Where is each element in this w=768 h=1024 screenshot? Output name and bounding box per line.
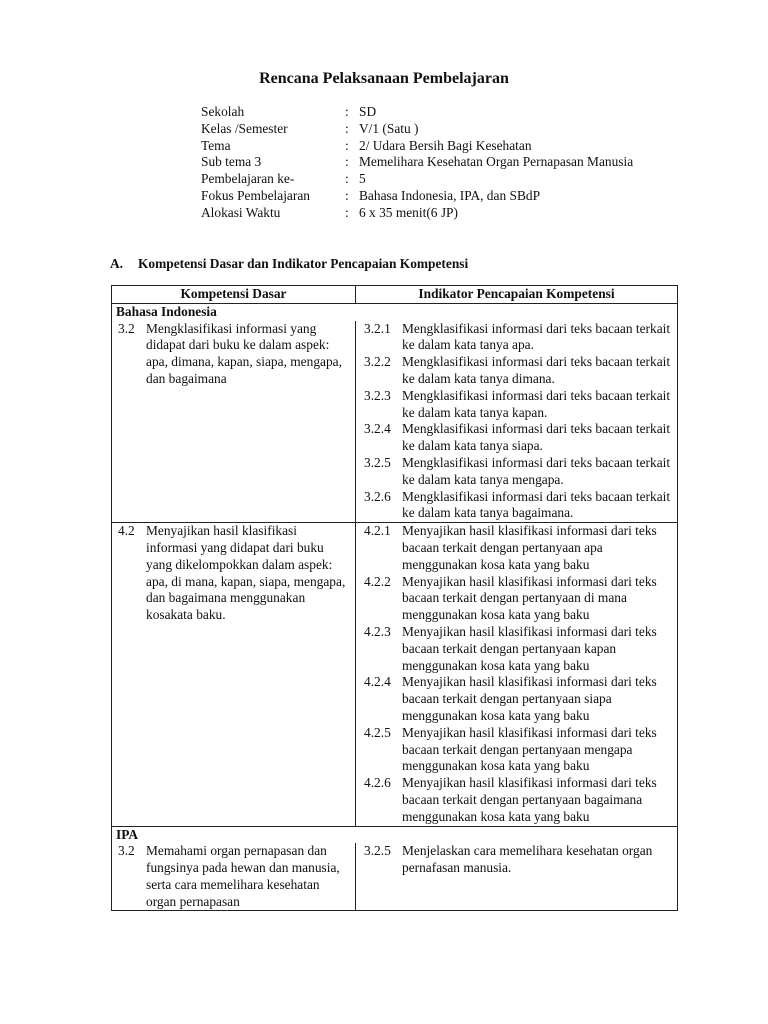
info-row-pembelajaran bbox=[201, 171, 633, 188]
indicator-text: Mengklasifikasi informasi dari teks bacaan terkait ke dalam kata tanya apa. bbox=[402, 320, 671, 353]
info-colon: : bbox=[345, 171, 349, 187]
info-row-tema bbox=[201, 138, 633, 155]
indicator-text: Mengklasifikasi informasi dari teks bacaan terkait ke dalam kata tanya siapa. bbox=[402, 421, 671, 454]
indicator-number: 3.2.5 bbox=[364, 843, 391, 859]
info-colon: : bbox=[345, 137, 349, 153]
section-a-heading bbox=[110, 256, 468, 273]
section-letter: A. bbox=[110, 256, 124, 271]
info-colon: : bbox=[345, 120, 349, 136]
info-value: Bahasa Indonesia, IPA, dan SBdP bbox=[359, 187, 541, 203]
kd-text: Memahami organ pernapasan dan fungsinya pada hewan dan manusia, serta cara memelihara kesehatan organ pernapasan bbox=[146, 843, 340, 909]
kd-number: 3.2 bbox=[118, 320, 135, 336]
indicator-text: Mengklasifikasi informasi dari teks bacaan terkait ke dalam kata tanya bagaimana. bbox=[402, 488, 671, 521]
indicator-item bbox=[356, 321, 677, 355]
indicator-number: 3.2.2 bbox=[364, 354, 391, 370]
indicator-item bbox=[356, 624, 677, 674]
indicator-number: 4.2.2 bbox=[364, 573, 391, 589]
info-row-alokasi bbox=[201, 205, 633, 222]
info-row-kelas bbox=[201, 121, 633, 138]
indicator-text: Menyajikan hasil klasifikasi informasi dari teks bacaan terkait dengan pertanyaan mengapa menggunakan kosa kata yang baku bbox=[402, 724, 657, 774]
indicator-number: 3.2.3 bbox=[364, 387, 391, 403]
indicator-text: Menyajikan hasil klasifikasi informasi dari teks bacaan terkait dengan pertanyaan di mana menggunakan kosa kata yang baku bbox=[402, 573, 657, 623]
kd-text: Menyajikan hasil klasifikasi informasi yang didapat dari buku yang dikelompokkan dalam aspek: apa, di mana, kapan, siapa, mengapa, dan bagaimana menggunakan kosakata baku. bbox=[146, 523, 346, 623]
competency-table bbox=[111, 285, 678, 911]
indicator-number: 4.2.5 bbox=[364, 724, 391, 740]
indicator-number: 3.2.5 bbox=[364, 454, 391, 470]
indicator-text: Menyajikan hasil klasifikasi informasi dari teks bacaan terkait dengan pertanyaan apa menggunakan kosa kata yang baku bbox=[402, 523, 657, 572]
indicator-item bbox=[356, 674, 677, 724]
table-header-row bbox=[112, 286, 678, 304]
kd-item bbox=[112, 523, 355, 624]
subject-label: IPA bbox=[112, 826, 678, 843]
table-row bbox=[112, 523, 678, 826]
indicator-number: 4.2.1 bbox=[364, 523, 391, 539]
kd-text: Mengklasifikasi informasi yang didapat dari buku ke dalam aspek: apa, dimana, kapan, siapa, mengapa, dan bagaimana bbox=[146, 320, 342, 386]
indicator-text: Menyajikan hasil klasifikasi informasi dari teks bacaan terkait dengan pertanyaan siapa menggunakan kosa kata yang baku bbox=[402, 674, 657, 723]
info-label: Sekolah bbox=[201, 104, 245, 119]
kd-cell bbox=[112, 523, 356, 826]
indicator-item bbox=[356, 421, 677, 455]
indicator-item bbox=[356, 843, 677, 877]
indicator-item bbox=[356, 523, 677, 573]
lesson-info-table bbox=[201, 104, 633, 222]
info-value: 2/ Udara Bersih Bagi Kesehatan bbox=[359, 137, 532, 153]
indicator-text: Menyajikan hasil klasifikasi informasi dari teks bacaan terkait dengan pertanyaan kapan menggunakan kosa kata yang baku bbox=[402, 623, 657, 673]
info-row-subtema bbox=[201, 154, 633, 171]
info-label: Fokus Pembelajaran bbox=[201, 187, 310, 203]
info-label: Tema bbox=[201, 137, 231, 153]
indicator-text: Mengklasifikasi informasi dari teks bacaan terkait ke dalam kata tanya kapan. bbox=[402, 387, 671, 420]
info-label: Kelas /Semester bbox=[201, 120, 288, 136]
indicator-number: 4.2.4 bbox=[364, 674, 391, 690]
section-title: Kompetensi Dasar dan Indikator Pencapaian Kompetensi bbox=[138, 256, 469, 271]
indicator-number: 4.2.6 bbox=[364, 775, 391, 791]
indicator-number: 3.2.4 bbox=[364, 421, 391, 437]
indicator-number: 3.2.1 bbox=[364, 320, 391, 336]
info-colon: : bbox=[345, 187, 349, 203]
table-row bbox=[112, 843, 678, 911]
indicator-text: Mengklasifikasi informasi dari teks bacaan terkait ke dalam kata tanya mengapa. bbox=[402, 454, 671, 487]
indicator-text: Mengklasifikasi informasi dari teks bacaan terkait ke dalam kata tanya dimana. bbox=[402, 354, 671, 386]
table-row bbox=[112, 321, 678, 523]
kd-item bbox=[112, 843, 355, 910]
info-colon: : bbox=[345, 104, 349, 119]
info-value: Memelihara Kesehatan Organ Pernapasan Manusia bbox=[359, 154, 634, 170]
kd-cell bbox=[112, 843, 356, 911]
kd-cell bbox=[112, 321, 356, 523]
info-label: Alokasi Waktu bbox=[201, 204, 281, 220]
kd-number: 3.2 bbox=[118, 843, 135, 859]
indicator-item bbox=[356, 388, 677, 422]
indicator-item bbox=[356, 354, 677, 388]
info-label: Sub tema 3 bbox=[201, 154, 262, 170]
info-value: 6 x 35 menit(6 JP) bbox=[359, 204, 458, 220]
indicator-item bbox=[356, 725, 677, 775]
indicator-cell bbox=[356, 843, 678, 911]
info-value: 5 bbox=[359, 171, 366, 187]
info-row-fokus bbox=[201, 188, 633, 205]
indicator-text: Menjelaskan cara memelihara kesehatan organ pernafasan manusia. bbox=[402, 843, 653, 876]
kd-item bbox=[112, 321, 355, 388]
subject-row-ipa bbox=[112, 826, 678, 843]
indicator-item bbox=[356, 455, 677, 489]
info-row-sekolah bbox=[201, 104, 633, 121]
page-title: Rencana Pelaksanaan Pembelajaran bbox=[259, 70, 509, 87]
header-kompetensi-dasar: Kompetensi Dasar bbox=[112, 286, 356, 304]
kd-number: 4.2 bbox=[118, 523, 135, 539]
indicator-number: 3.2.6 bbox=[364, 488, 391, 504]
indicator-cell bbox=[356, 321, 678, 523]
indicator-item bbox=[356, 574, 677, 624]
indicator-text: Menyajikan hasil klasifikasi informasi dari teks bacaan terkait dengan pertanyaan bagaimana menggunakan kosa kata yang baku bbox=[402, 775, 657, 824]
indicator-cell bbox=[356, 523, 678, 826]
indicator-number: 4.2.3 bbox=[364, 623, 391, 639]
info-colon: : bbox=[345, 204, 349, 220]
indicator-item bbox=[356, 489, 677, 523]
info-value: V/1 (Satu ) bbox=[359, 120, 419, 136]
info-colon: : bbox=[345, 154, 349, 170]
subject-label: Bahasa Indonesia bbox=[112, 303, 678, 320]
subject-row-bahasa bbox=[112, 303, 678, 320]
header-indikator: Indikator Pencapaian Kompetensi bbox=[356, 286, 678, 304]
info-value: SD bbox=[359, 104, 377, 119]
indicator-item bbox=[356, 775, 677, 825]
info-label: Pembelajaran ke- bbox=[201, 171, 295, 187]
